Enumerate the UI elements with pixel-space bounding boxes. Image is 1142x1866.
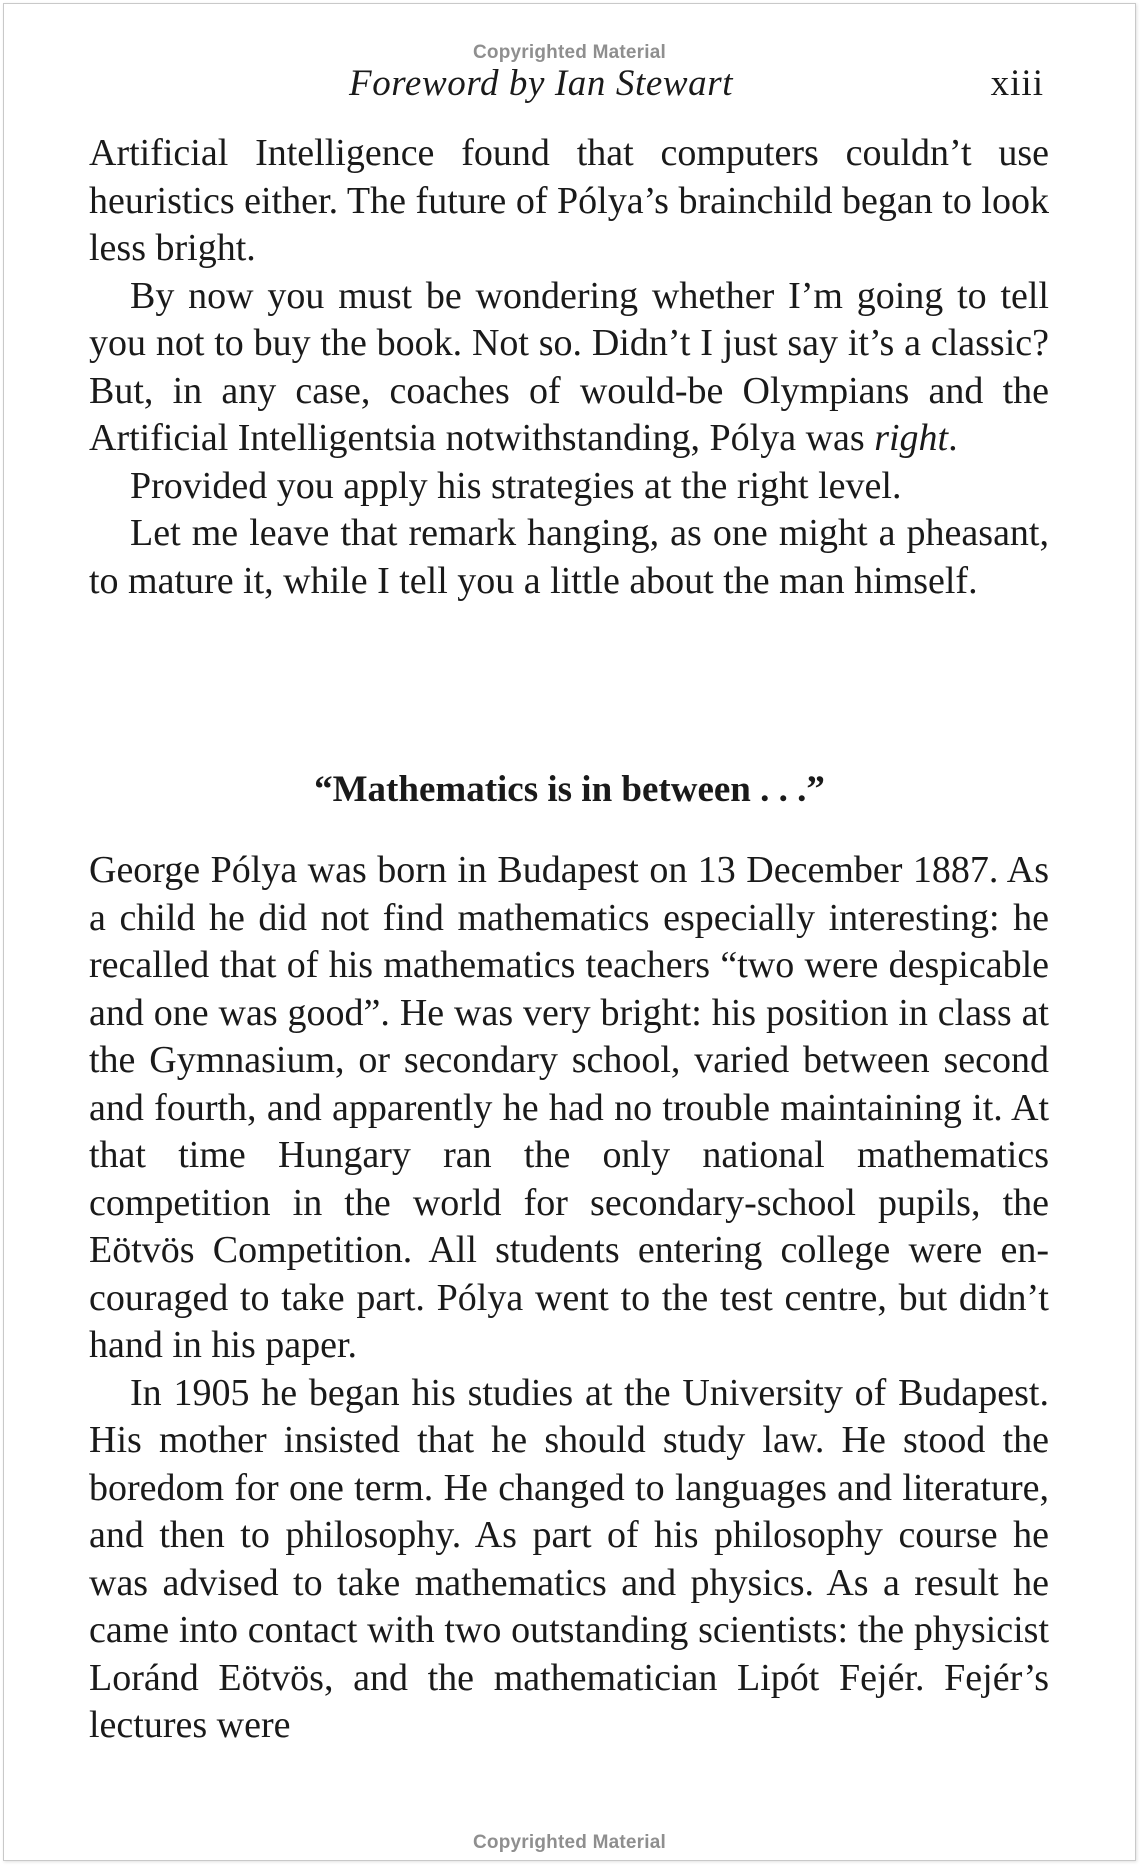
paragraph: George Pólya was born in Budapest on 13 December 1887. As a child he did not find mathematics especially interesting: he recalled that of his mathematics teachers “two were despicable and one was good”. He was very bright: his position in class at the Gymnasium, or secondary school, varied between second and fourth, and apparently he had no trouble maintaining it. At that time Hungary ran the only national mathematics competition in the world for secondary-school pupils, the Eötvös Competition. All students entering college were encouraged to take part. Pólya went to the test centre, but didn’t hand in his paper. <box>89 849 1049 1366</box>
emphasis: right <box>874 417 949 459</box>
running-title: Foreword by Ian Stewart <box>349 63 734 104</box>
running-header <box>4 62 1135 106</box>
watermark-top: Copyrighted Material <box>473 42 666 63</box>
paragraph-text: . <box>948 417 958 459</box>
watermark-bottom: Copyrighted Material <box>473 1832 666 1853</box>
paragraph-text: By now you must be wondering whether I’m going to tell you not to buy the book. Not so. Didn’t I just say it’s a classic? But, in any case, coaches of would-be Olympians and the Artificial Intelligentsia notwithstanding, Pólya was <box>89 274 1049 459</box>
paragraph: Artificial Intelligence found that computers couldn’t use heuristics either. The future of Pólya’s brainchild began to look less bright. <box>89 132 1049 269</box>
section-heading: “Mathematics is in between . . .” <box>314 769 825 810</box>
paragraph: Provided you apply his strategies at the right level. <box>130 464 902 507</box>
book-page <box>3 3 1136 1861</box>
text-block-intro <box>89 130 1049 605</box>
paragraph: In 1905 he began his studies at the University of Budapest. His mother insisted that he should study law. He stood the boredom for one term. He changed to languages and literature, and then to philosophy. As part of his philosophy course he was advised to take mathematics and physics. As a result he came into contact with two outstanding scientists: the physicist Loránd Eötvös, and the mathematician Lipót Fejér. Fejér’s lectures were <box>89 1371 1049 1746</box>
paragraph: Let me leave that remark hanging, as one might a pheasant, to mature it, while I tell you a little about the man himself. <box>89 512 1049 602</box>
page-number: xiii <box>990 63 1044 104</box>
text-block-biography <box>89 847 1049 1750</box>
paragraph <box>89 273 1049 463</box>
